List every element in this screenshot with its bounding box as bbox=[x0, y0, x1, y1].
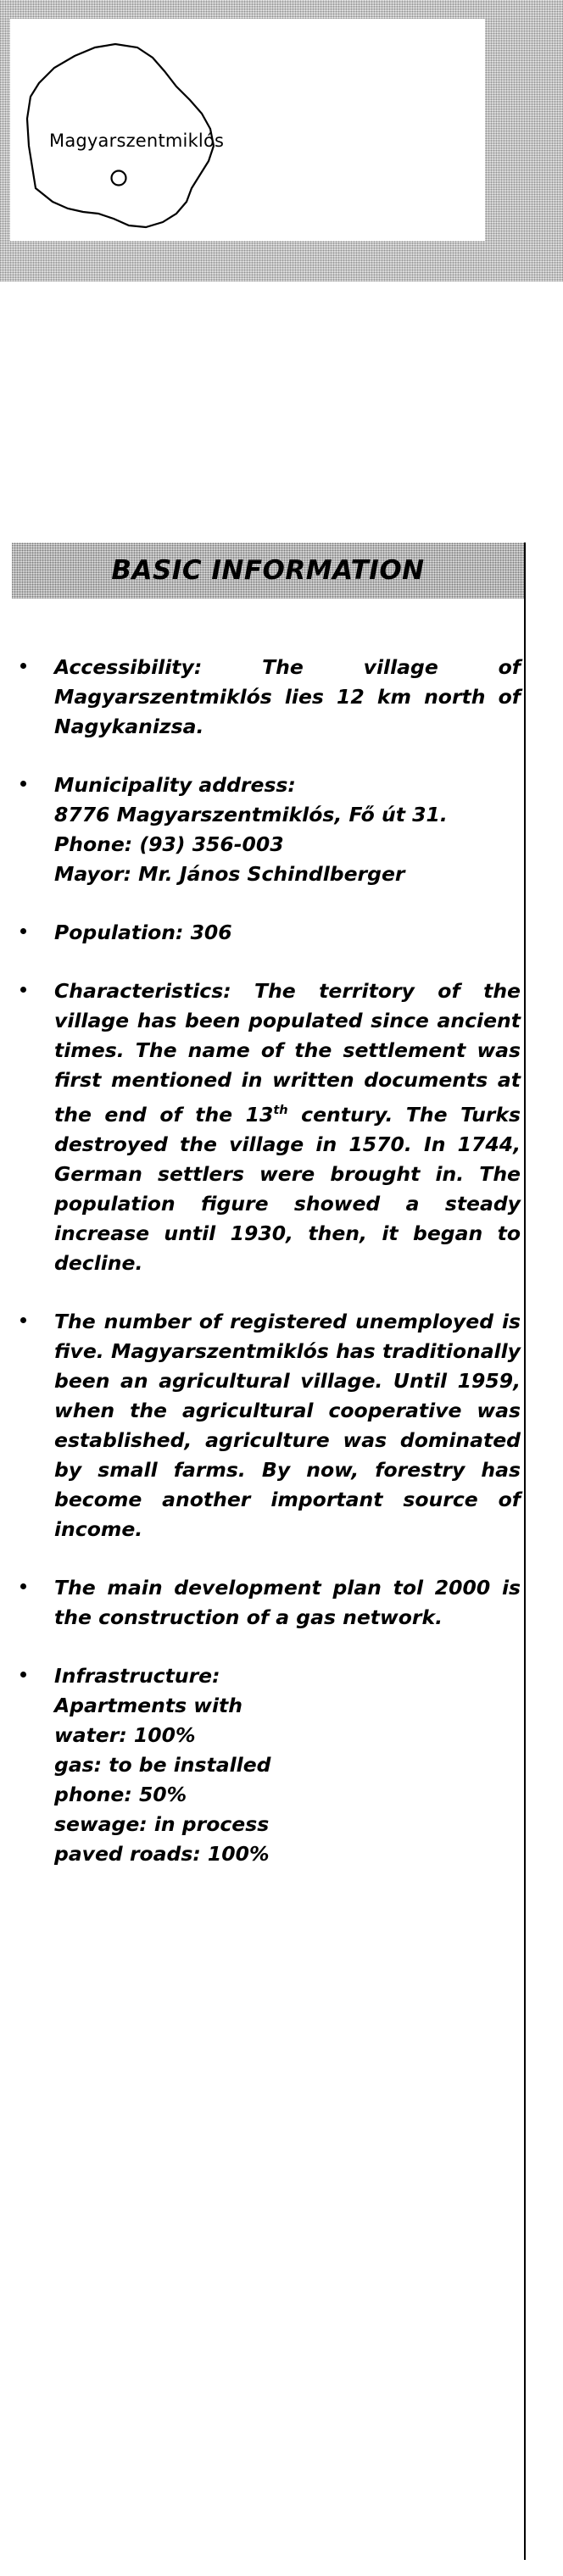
infrastructure-sewage: sewage: in process bbox=[54, 1811, 270, 1836]
list-item-employment-agriculture bbox=[15, 1307, 521, 1544]
infrastructure-block bbox=[54, 1661, 521, 1869]
development-plan-text: The main development plan tol 2000 is the construction of a gas network. bbox=[54, 1575, 521, 1629]
content-right-rule bbox=[524, 542, 526, 2560]
bullet-dot-icon bbox=[20, 1672, 26, 1677]
bullet-dot-icon bbox=[20, 928, 26, 934]
bullet-dot-icon bbox=[20, 1317, 26, 1323]
page-title: BASIC INFORMATION bbox=[111, 555, 425, 586]
municipality-mayor: Mayor: Mr. János Schindlberger bbox=[54, 862, 405, 886]
bullet-dot-icon bbox=[20, 781, 26, 787]
infrastructure-apartments: Apartments with bbox=[54, 1693, 242, 1717]
characteristics-text bbox=[54, 976, 521, 1278]
infrastructure-phone: phone: 50% bbox=[54, 1782, 187, 1806]
list-item-characteristics bbox=[15, 976, 521, 1278]
municipality-address-street: 8776 Magyarszentmiklós, Fő út 31. bbox=[54, 803, 448, 826]
bullet-dot-icon bbox=[20, 663, 26, 669]
list-item-accessibility bbox=[15, 653, 521, 742]
municipality-address-block bbox=[54, 771, 521, 889]
settlement-marker-icon bbox=[112, 171, 126, 186]
infrastructure-label: Infrastructure: bbox=[54, 1663, 220, 1688]
infrastructure-paved-roads: paved roads: 100% bbox=[54, 1841, 270, 1866]
list-item-municipality-address bbox=[15, 771, 521, 889]
characteristics-ordinal-suffix: th bbox=[273, 1103, 288, 1117]
employment-agriculture-text: The number of registered unemployed is five. Magyarszentmiklós has traditionally been an agricultural village. Until 1959, when the agricultural cooperative was established, agriculture was dominated by small farms. By now, forestry has become another important source of income. bbox=[54, 1309, 521, 1541]
municipality-address-label: Municipality address: bbox=[54, 773, 296, 797]
infrastructure-gas: gas: to be installed bbox=[54, 1752, 271, 1777]
list-item-population bbox=[15, 918, 521, 948]
map-village-label: Magyarszentmiklós bbox=[49, 131, 225, 151]
section-divider-texture-band bbox=[0, 251, 563, 281]
map-outline-svg bbox=[10, 19, 366, 241]
population-text: Population: 306 bbox=[54, 921, 232, 944]
list-item-development-plan bbox=[15, 1573, 521, 1633]
basic-information-list bbox=[15, 653, 521, 1898]
characteristics-text-part2: century. The Turks destroyed the village in 1570. In 1744, German settlers were brought in. The population figure showed a steady increase until 1930, then, it began to decline. bbox=[54, 1102, 521, 1275]
village-boundary-map bbox=[10, 19, 366, 241]
municipality-phone: Phone: (93) 356-003 bbox=[54, 832, 284, 856]
list-item-infrastructure bbox=[15, 1661, 521, 1869]
infrastructure-water: water: 100% bbox=[54, 1722, 196, 1747]
bullet-dot-icon bbox=[20, 1583, 26, 1589]
map-panel-secondary-mask bbox=[365, 51, 475, 102]
characteristics-text-part1: Characteristics: The territory of the village has been populated since ancient times. The name of the settlement was first mentioned in written documents at the end of the 13 bbox=[54, 979, 521, 1127]
bullet-dot-icon bbox=[20, 987, 26, 993]
accessibility-text: Accessibility: The village of Magyarszentmiklós lies 12 km north of Nagykanizsa. bbox=[54, 655, 521, 738]
